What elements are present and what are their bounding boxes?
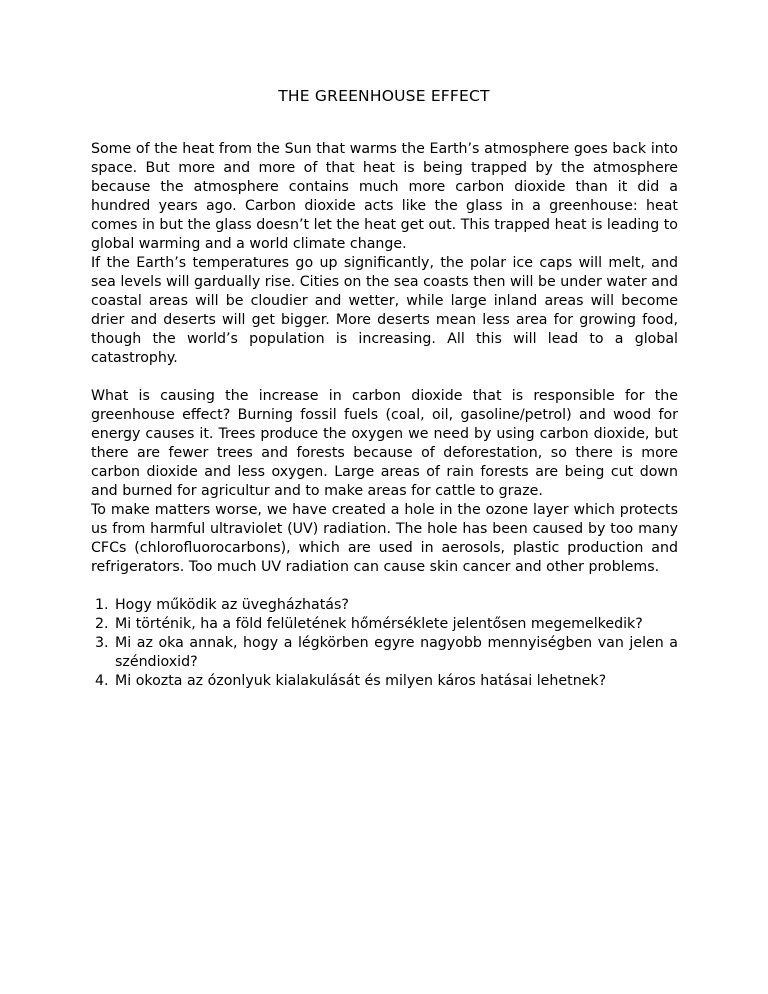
section-1 [91, 140, 678, 368]
question-item: 3. Mi az oka annak, hogy a légkörben egyre nagyobb mennyiségben van jelen a széndioxid? [113, 634, 678, 672]
question-item: 2. Mi történik, ha a föld felületének hőmérséklete jelentősen megemelkedik? [113, 615, 678, 634]
section-2 [91, 387, 678, 577]
paragraph: If the Earth’s temperatures go up significantly, the polar ice caps will melt, and sea levels will gardually rise. Cities on the sea coasts then will be under water and coastal areas will be cloudier and wetter, while large inland areas will become drier and deserts will get bigger. More deserts mean less area for growing food, though the world’s population is increasing. All this will lead to a global catastrophy. [91, 255, 678, 366]
paragraph: To make matters worse, we have created a hole in the ozone layer which protects us from harmful ultraviolet (UV) radiation. The hole has been caused by too many CFCs (chlorofluorocarbons), which are used in aerosols, plastic production and refrigerators. Too much UV radiation can cause skin cancer and other problems. [91, 502, 678, 575]
question-list [91, 596, 678, 691]
document-title: THE GREENHOUSE EFFECT [278, 87, 490, 105]
paragraph: What is causing the increase in carbon dioxide that is responsible for the greenhouse effect? Burning fossil fuels (coal, oil, gasoline/petrol) and wood for energy causes it. Trees produce the oxygen we need by using carbon dioxide, but there are fewer trees and forests because of deforestation, so there is more carbon dioxide and less oxygen. Large areas of rain forests are being cut down and burned for agricultur and to make areas for cattle to graze. [91, 388, 678, 499]
paragraph: Some of the heat from the Sun that warms the Earth’s atmosphere goes back into space. But more and more of that heat is being trapped by the atmosphere because the atmosphere contains much more carbon dioxide than it did a hundred years ago. Carbon dioxide acts like the glass in a greenhouse: heat comes in but the glass doesn’t let the heat get out. This trapped heat is leading to global warming and a world climate change. [91, 141, 678, 252]
document-body [91, 140, 678, 691]
question-item: 4. Mi okozta az ózonlyuk kialakulását és milyen káros hatásai lehetnek? [113, 672, 678, 691]
question-item: 1. Hogy működik az üvegházhatás? [113, 596, 678, 615]
